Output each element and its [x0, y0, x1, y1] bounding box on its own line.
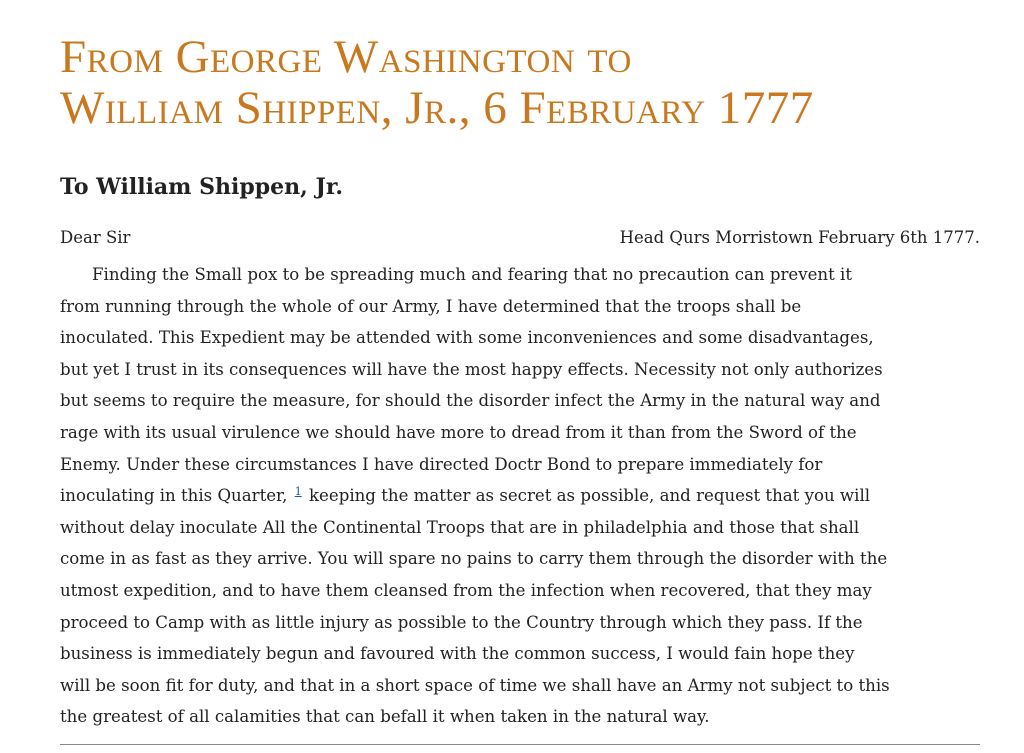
recipient-heading: To William Shippen, Jr.: [60, 174, 344, 200]
body-line-part: keeping the matter as secret as possible, and request that you will: [309, 486, 871, 506]
body-line: but seems to require the measure, for should the disorder infect the Army in the natural way and: [60, 391, 881, 411]
title-line-1: From George Washington to: [60, 31, 632, 83]
body-line: but yet I trust in its consequences will have the most happy effects. Necessity not only authorizes: [60, 359, 883, 379]
body-line: business is immediately begun and favoured with the common success, I would fain hope they: [60, 644, 855, 664]
body-line: proceed to Camp with as little injury as possible to the Country through which they pass. If the: [60, 612, 863, 632]
body-line: Enemy. Under these circumstances I have directed Doctr Bond to prepare immediately for: [60, 454, 823, 474]
body-line: utmost expedition, and to have them cleansed from the infection when recovered, that they may: [60, 580, 872, 600]
body-line: Finding the Small pox to be spreading much and fearing that no precaution can prevent it: [92, 265, 853, 284]
section-divider: [60, 744, 980, 745]
body-line: without delay inoculate All the Continental Troops that are in philadelphia and those that shall: [60, 517, 860, 537]
body-line: come in as fast as they arrive. You will spare no pains to carry them through the disorder with the: [60, 549, 888, 569]
document-title: [60, 32, 990, 134]
body-line: the greatest of all calamities that can befall it when taken in the natural way.: [60, 707, 710, 727]
body-line: will be soon fit for duty, and that in a short space of time we shall have an Army not subject to this: [60, 675, 890, 695]
body-line: from running through the whole of our Army, I have determined that the troops shall be: [60, 296, 802, 316]
salutation: Dear Sir: [60, 228, 131, 247]
footnote-link[interactable]: 1: [294, 484, 302, 498]
place-and-date: Head Qurs Morristown February 6th 1777.: [619, 228, 980, 247]
body-line: rage with its usual virulence we should have more to dread from it than from the Sword of the: [60, 422, 857, 442]
body-line-with-footnote: [60, 480, 980, 512]
letter-body: [60, 259, 980, 733]
title-line-2: William Shippen, Jr., 6 February 1777: [60, 82, 814, 134]
body-line: inoculated. This Expedient may be attended with some inconveniences and some disadvantages,: [60, 328, 874, 348]
body-line-part: inoculating in this Quarter,: [60, 486, 288, 506]
